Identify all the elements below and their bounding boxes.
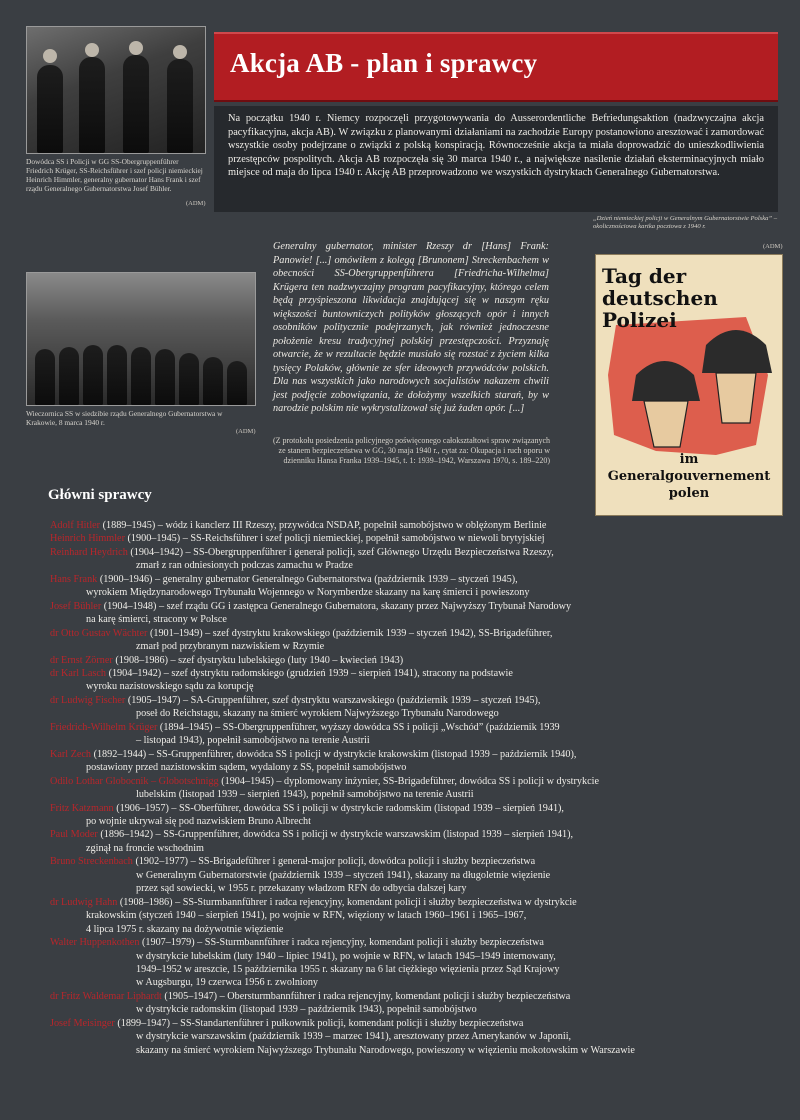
perpetrator-entry [50,667,780,694]
perpetrator-line [50,855,780,868]
perpetrator-line [50,600,780,613]
perpetrator-line [50,721,780,734]
perpetrator-continuation: w dystrykcie lubelskim (luty 1940 – lipiec 1941), po wojnie w RFN, w latach 1945–1949 internowany, [136,950,556,962]
perpetrator-line [50,546,780,559]
perpetrator-entry [50,828,780,855]
perpetrator-name: Hans Frank [50,573,98,585]
perpetrator-entry [50,802,780,829]
perpetrator-entry [50,546,780,573]
perpetrator-entry [50,748,780,775]
perpetrator-entry [50,519,780,532]
perpetrator-entry [50,775,780,802]
perpetrator-description: (1902–1977) – SS-Brigadeführer i generał-major policji, dowódca policji i służby bezpieczeństwa [132,856,536,868]
perpetrator-entry [50,990,780,1017]
perpetrator-continuation: zmarł z ran odniesionych podczas zamachu w Pradze [136,560,353,572]
perpetrator-line [50,748,780,761]
perpetrator-line [50,519,780,532]
page-title: Akcja AB - plan i sprawcy [230,48,538,78]
perpetrator-description: (1908–1986) – szef dystryktu lubelskiego (luty 1940 – kwiecień 1943) [112,654,404,666]
perpetrator-description: (1900–1945) – SS-Reichsführer i szef policji niemieckiej, popełnił samobójstwo w niewoli brytyjskiej [124,533,545,545]
perpetrator-name: Paul Moder [50,829,98,841]
perpetrator-name: dr Karl Lasch [50,667,107,679]
perpetrator-continuation: postawiony przed nazistowskim sądem, wydalony z SS, popełnił samobójstwo [86,762,407,774]
perpetrator-entry [50,721,780,748]
photo-officials-credit: (ADM) [186,200,206,207]
perpetrator-continuation: krakowskim (styczeń 1940 – sierpień 1941), po wojnie w RFN, więziony w latach 1960–1961 i 1965–1967, [86,910,527,922]
perpetrator-entry [50,896,780,936]
perpetrator-name: Reinhard Heydrich [50,546,128,558]
perpetrator-continuation: 4 lipca 1975 r. skazany na dożywotnie więzienie [86,923,284,935]
poster-footer-line3: polen [668,486,710,501]
perpetrator-continuation: – listopad 1943), popełnił samobójstwo na terenie Austrii [136,735,370,747]
perpetrator-line [50,667,780,680]
perpetrator-name: Adolf Hitler [50,520,101,531]
perpetrator-description: (1904–1945) – dyplomowany inżynier, SS-Brigadeführer, dowódca SS i policji w dystrykcie [218,775,599,787]
perpetrator-continuation: poseł do Reichstagu, skazany na śmierć wyrokiem Najwyższego Trybunału Narodowego [136,708,499,720]
poster-headline: Tag der deutschen Polizei [602,264,718,332]
perpetrator-description: (1905–1947) – SA-Gruppenführer, szef dystryktu warszawskiego (październik 1939 – styczeń 1945), [125,694,541,706]
perpetrator-continuation: 1949–1952 w areszcie, 15 października 1955 r. skazany na 6 lat ciężkiego więzienia przez Sąd Krajowy [136,963,560,975]
poster-footer-line1: im [679,452,699,467]
perpetrator-description: (1899–1947) – SS-Standartenführer i pułkownik policji, komendant policji i służby bezpieczeństwa [114,1017,524,1029]
perpetrator-entry [50,855,780,895]
title-banner [214,32,778,102]
quote-source: (Z protokołu posiedzenia policyjnego poświęconego całokształtowi spraw związanych ze stanem bezpieczeństwa w GG, 30 maja 1940 r., cytat za: Okupacja i ruch oporu w dzienniku Hansa Franka 1939–1945, t. 1: 1939–1942, Warszawa 1970, s. 189–220) [272,436,550,465]
perpetrator-line [50,936,780,949]
perpetrator-description: (1908–1986) – SS-Sturmbannführer i radca rejencyjny, komendant policji i służby bezpieczeństwa w dystrykcie [117,896,577,908]
photo-officials-caption: Dowódca SS i Policji w GG SS-Obergruppenführer Friedrich Krüger, SS-Reichsführer i szef policji niemieckiej Heinrich Himmler, generalny gubernator Hans Frank i szef rządu Generalnego Gubernatorstwa Josef Bühler. [26,157,203,193]
perpetrator-name: Odilo Lothar Globocnik – Globotschnigg [50,775,219,787]
perpetrator-continuation: w dystrykcie radomskim (listopad 1939 – październik 1943), popełnił samobójstwo [136,1004,477,1016]
perpetrators-list [50,519,780,1057]
poster-caption: „Dzień niemieckiej policji w Generalnym Gubernatorstwie Polska” – okolicznościowa kartka pocztowa z 1940 r. [593,215,778,230]
perpetrator-name: Heinrich Himmler [50,533,125,545]
postcard-poster [595,254,783,516]
perpetrator-continuation: w dystrykcie warszawskim (październik 1939 – marzec 1941), aresztowany przez Amerykanów w Japonii, [136,1031,572,1043]
perpetrator-line [50,694,780,707]
perpetrator-line [50,532,780,545]
perpetrator-line [50,896,780,909]
perpetrator-entry [50,694,780,721]
perpetrator-description: (1905–1947) – Obersturmbannführer i radca rejencyjny, komendant policji i służby bezpieczeństwa [161,990,571,1002]
perpetrator-entry [50,654,780,667]
perpetrator-entry [50,1017,780,1057]
perpetrator-name: dr Ernst Zörner [50,654,113,666]
perpetrator-name: Friedrich-Wilhelm Krüger [50,721,158,733]
perpetrator-description: (1904–1942) – SS-Obergruppenführer i generał policji, szef Głównego Urzędu Bezpieczeństwa Rzeszy, [127,546,554,558]
photo-officials [26,26,206,154]
perpetrator-name: dr Ludwig Hahn [50,896,118,908]
perpetrator-continuation: po wojnie ukrywał się pod nazwiskiem Bruno Albrecht [86,815,311,827]
perpetrator-name: Josef Bühler [50,600,102,612]
section-title: Główni sprawcy [48,487,152,503]
poster-footer [596,451,782,502]
perpetrator-name: Josef Meisinger [50,1017,115,1029]
perpetrator-entry [50,600,780,627]
perpetrator-entry [50,532,780,545]
poster-footer-line2: Generalgouvernement [607,469,771,484]
perpetrator-description: (1904–1948) – szef rządu GG i zastępca Generalnego Gubernatora, skazany przez Najwyższy Trybunał Narodowy [101,600,572,612]
perpetrator-name: dr Fritz Waldemar Liphardt [50,990,162,1002]
perpetrator-description: (1894–1945) – SS-Obergruppenführer, wyższy dowódca SS i policji „Wschód” (październik 1939 [157,721,560,733]
perpetrator-continuation: w Augsburgu, 19 czerwca 1956 r. zwolniony [136,977,319,989]
perpetrator-name: dr Otto Gustav Wächter [50,627,148,639]
perpetrator-name: Karl Zech [50,748,92,760]
perpetrator-name: Fritz Katzmann [50,802,114,814]
perpetrator-name: dr Ludwig Fischer [50,694,126,706]
intro-text: Na początku 1940 r. Niemcy rozpoczęli przygotowywania do Ausserordentliche Befriedungsaktion (nadzwyczajna akcja pacyfikacyjna, akcja AB). W związku z planowanymi działaniami na zachodzie Europy postanowiono aresztować i zamordować wszystkie osoby podejrzane o związki z polską konspiracją. Równocześnie akcja ta miała doprowadzić do unieszkodliwienia przestępców pospolitych. Akcja AB rozpoczęła się 30 marca 1940 r., a największe nasilenie działań eksterminacyjnych miało miejsce od maja do lipca 1940 r. Akcję AB przeprowadzono we wszystkich dystryktach Generalnego Gubernatorstwa. [214,106,778,212]
poster-credit: (ADM) [763,243,783,250]
perpetrator-line [50,990,780,1003]
perpetrator-continuation: skazany na śmierć wyrokiem Najwyższego Trybunału Narodowego, powieszony w więzieniu mokotowskim w Warszawie [136,1044,635,1056]
photo-ss-gathering-credit: (ADM) [236,428,256,435]
perpetrator-continuation: zmarł pod przybranym nazwiskiem w Rzymie [136,641,325,653]
perpetrator-line [50,1017,780,1030]
photo-ss-gathering-caption: Wieczornica SS w siedzibie rządu Generalnego Gubernatorstwa w Krakowie, 8 marca 1940 r. [26,409,223,427]
photo-ss-gathering [26,272,256,406]
perpetrator-line [50,573,780,586]
perpetrator-description: (1896–1942) – SS-Gruppenführer, dowódca SS i policji w dystrykcie warszawskim (listopad 1939 – sierpień 1941), [97,829,574,841]
perpetrator-continuation: w Generalnym Gubernatorstwie (październik 1939 – styczeń 1941), skazany na długoletnie więzienie [136,869,551,881]
perpetrator-continuation: przez sąd sowiecki, w 1955 r. przekazany władzom RFN do odbycia dalszej kary [136,883,467,895]
perpetrator-continuation: lubelskim (listopad 1939 – sierpień 1943), popełnił samobójstwo na terenie Austrii [136,789,474,801]
perpetrator-name: Walter Huppenkothen [50,937,140,949]
perpetrator-line [50,802,780,815]
perpetrator-continuation: wyroku nazistowskiego sądu za korupcję [86,681,254,693]
perpetrator-description: (1906–1957) – SS-Oberführer, dowódca SS i policji w dystrykcie radomskim (listopad 1939 – sierpień 1941), [113,802,564,814]
perpetrator-entry [50,627,780,654]
perpetrator-entry [50,573,780,600]
perpetrator-line [50,654,780,667]
perpetrator-description: (1907–1979) – SS-Sturmbannführer i radca rejencyjny, komendant policji i służby bezpieczeństwa [139,937,544,949]
perpetrator-line [50,828,780,841]
perpetrator-description: (1892–1944) – SS-Gruppenführer, dowódca SS i policji w dystrykcie krakowskim (listopad 1939 – październik 1940), [91,748,577,760]
perpetrator-entry [50,936,780,990]
perpetrator-name: Bruno Streckenbach [50,856,133,868]
perpetrator-description: (1889–1945) – wódz i kanclerz III Rzeszy, przywódca NSDAP, popełnił samobójstwo w oblężonym Berlinie [100,520,547,531]
perpetrator-description: (1901–1949) – szef dystryktu krakowskiego (październik 1939 – styczeń 1942), SS-Brigadeführer, [147,627,553,639]
perpetrator-continuation: na karę śmierci, stracony w Polsce [86,614,227,626]
perpetrator-continuation: wyrokiem Międzynarodowego Trybunału Wojennego w Norymberdze skazany na karę śmierci i powieszony [86,587,530,599]
perpetrator-description: (1904–1942) – szef dystryktu radomskiego (grudzień 1939 – sierpień 1941), stracony na podstawie [106,667,513,679]
perpetrator-line [50,627,780,640]
perpetrator-line [50,775,780,788]
perpetrator-continuation: zginął na froncie wschodnim [86,842,204,854]
frank-quote: Generalny gubernator, minister Rzeszy dr [Hans] Frank: Panowie! [...] omówiłem z kolegą [Brunonem] Streckenbachem w obecności SS-Obergruppenführera [Friedricha-Wilhelma] Krügera ten nadzwyczajny program pacyfikacyjny, którego celem będą przyśpieszona likwidacja znajdującej się w naszym ręku większości buntowniczych polityków głoszących opór i innych osobników politycznie podejrzanych, jak również jednoczesne położenie kresu tradycyjnej polskiej przestępczości. Przyznaję otwarcie, że w rezultacie będzie musiało się rozstać z życiem kilka tysięcy Polaków, głównie ze sfer ideowych przywódców polskich. Dla nas wszystkich jako narodowych socjalistów nakazem chwili jest podjęcie zobowiązania, że dołożymy wszelkich starań, by w narodzie polskim nie wykrystalizował się już żaden opór. [...] [273,241,549,414]
perpetrator-description: (1900–1946) – generalny gubernator Generalnego Gubernatorstwa (październik 1939 – styczeń 1945), [97,573,518,585]
